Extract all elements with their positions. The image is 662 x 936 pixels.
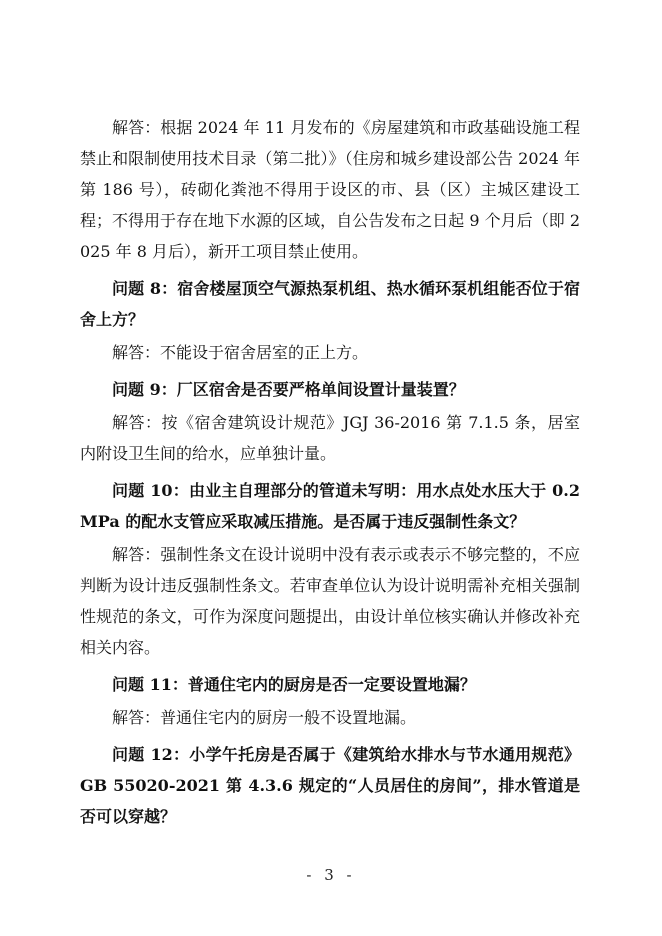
document-body [80, 112, 580, 834]
question-heading-8: 问题 8：宿舍楼屋顶空气源热泵机组、热水循环泵机组能否位于宿舍上方？ [80, 279, 580, 329]
page-number: - 3 - [306, 866, 356, 884]
question-heading-10: 问题 10：由业主自理部分的管道未写明：用水点处水压大于 0.2MPa 的配水支管应采取减压措施。是否属于违反强制性条文？ [80, 481, 580, 531]
question-heading-12: 问题 12：小学午托房是否属于《建筑给水排水与节水通用规范》GB 55020-2021 第 4.3.6 规定的“人员居住的房间”，排水管道是否可以穿越？ [80, 745, 580, 826]
answer-paragraph: 解答：根据 2024 年 11 月发布的《房屋建筑和市政基础设施工程禁止和限制使用技术目录（第二批）》（住房和城乡建设部公告 2024 年第 186 号），砖砌化粪池不得用于设区的市、县（区）主城区建设工程；不得用于存在地下水源的区域，自公告发布之日起 9 个月后（即 2025 年 8 月后），新开工项目禁止使用。 [80, 118, 580, 261]
answer-paragraph: 解答：按《宿舍建筑设计规范》JGJ 36-2016 第 7.1.5 条，居室内附设卫生间的给水，应单独计量。 [80, 413, 580, 463]
question-heading-11: 问题 11：普通住宅内的厨房是否一定要设置地漏？ [112, 675, 476, 694]
answer-paragraph: 解答：不能设于宿舍居室的正上方。 [112, 343, 369, 362]
question-heading-9: 问题 9：厂区宿舍是否要严格单间设置计量装置？ [112, 380, 465, 399]
answer-paragraph: 解答：强制性条文在设计说明中没有表示或表示不够完整的，不应判断为设计违反强制性条文。若审查单位认为设计说明需补充相关强制性规范的条文，可作为深度问题提出，由设计单位核实确认并修改补充相关内容。 [80, 545, 580, 657]
answer-paragraph: 解答：普通住宅内的厨房一般不设置地漏。 [112, 708, 417, 727]
